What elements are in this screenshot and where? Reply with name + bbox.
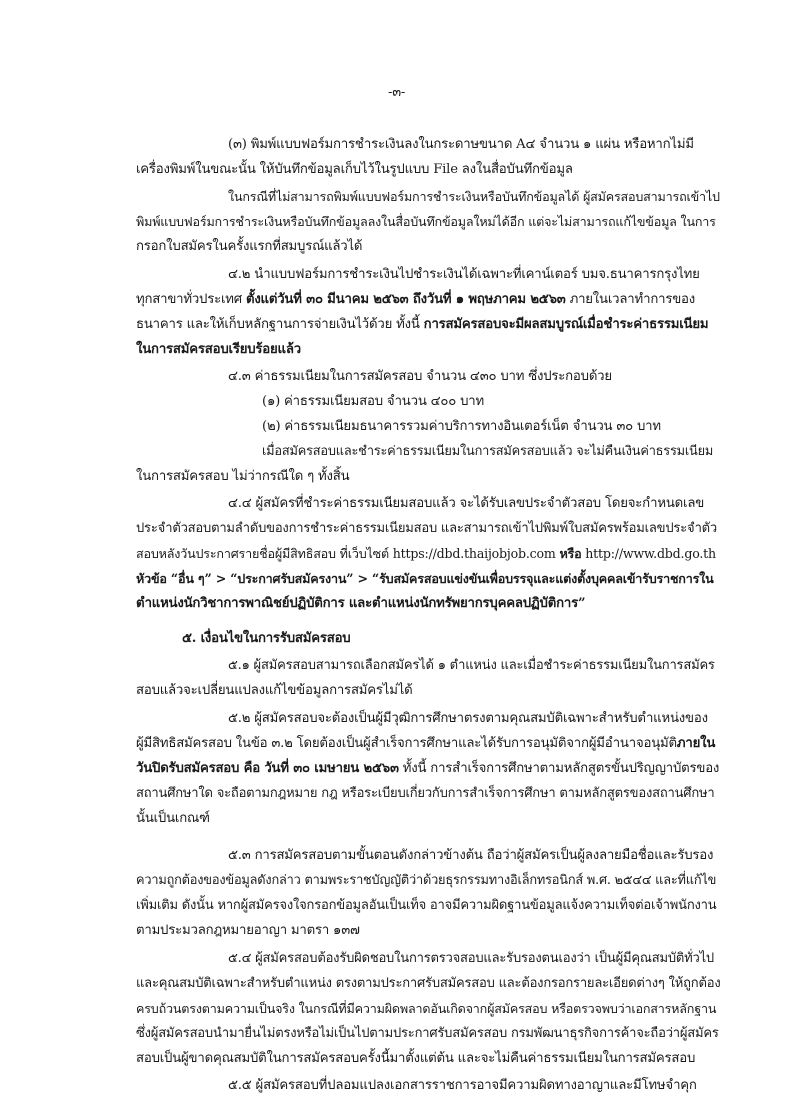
text-line: ความถูกต้องของข้อมูลดังกล่าว ตามพระราชบัญญัติว่าด้วยธุรกรรมทางอิเล็กทรอนิกส์ พ.ศ. ๒๕๔๔ และที่แก้ไข: [136, 873, 717, 888]
text-line: ๔.๔ ผู้สมัครที่ชำระค่าธรรมเนียมสอบแล้ว จะได้รับเลขประจำตัวสอบ โดยจะกำหนดเลข: [228, 496, 705, 511]
text-line: ในการสมัครสอบ ไม่ว่ากรณีใด ๆ ทั้งสิ้น: [136, 469, 350, 484]
text-line: สอบแล้วจะเปลี่ยนแปลงแก้ไขข้อมูลการสมัครไม่ได้: [136, 683, 413, 698]
section-heading: ๕. เงื่อนไขในการรับสมัครสอบ: [182, 631, 351, 646]
text-line: ธนาคาร และให้เก็บหลักฐานการจ่ายเงินไว้ด้วย ทั้งนี้ การสมัครสอบจะมีผลสมบูรณ์เมื่อชำระค่าธรรมเนียม: [136, 317, 709, 332]
text-line: ตำแหน่งนักวิชาการพาณิชย์ปฏิบัติการ และตำแหน่งนักทรัพยากรบุคคลปฏิบัติการ”: [136, 596, 586, 611]
text-line: ในการสมัครสอบเรียบร้อยแล้ว: [136, 342, 301, 357]
text-line: นั้นเป็นเกณฑ์: [136, 811, 210, 826]
text-line: สอบเป็นผู้ขาดคุณสมบัติในการสมัครสอบครั้งนี้มาตั้งแต่ต้น และจะไม่คืนค่าธรรมเนียมในการสมัครสอบ: [136, 1051, 696, 1066]
text-line: ซึ่งผู้สมัครสอบนำมายื่นไม่ตรงหรือไม่เป็นไปตามประกาศรับสมัครสอบ กรมพัฒนาธุรกิจการค้าจะถือว่าผู้สมัคร: [136, 1026, 719, 1041]
text-line: เพิ่มเติม ดังนั้น หากผู้สมัครจงใจกรอกข้อมูลอันเป็นเท็จ อาจมีความผิดฐานข้อมูลแจ้งความเท็จต่อเจ้าพนักงาน: [136, 898, 717, 913]
text-line: ผู้มีสิทธิสมัครสอบ ในข้อ ๓.๒ โดยต้องเป็นผู้สำเร็จการศึกษาและได้รับการอนุมัติจากผู้มีอำนาจอนุมัติภายใน: [136, 736, 716, 751]
text-line: ๔.๒ นำแบบฟอร์มการชำระเงินไปชำระเงินได้เฉพาะที่เคาน์เตอร์ บมจ.ธนาคารกรุงไทย: [228, 267, 700, 282]
text-line: (๑) ค่าธรรมเนียมสอบ จำนวน ๔๐๐ บาท: [262, 394, 484, 409]
text-line: เมื่อสมัครสอบและชำระค่าธรรมเนียมในการสมัครสอบแล้ว จะไม่คืนเงินค่าธรรมเนียม: [262, 444, 714, 459]
text-line: (๓) พิมพ์แบบฟอร์มการชำระเงินลงในกระดาษขนาด A๔ จำนวน ๑ แผ่น หรือหากไม่มี: [228, 137, 694, 152]
text-line: ๕.๓ การสมัครสอบตามขั้นตอนดังกล่าวข้างต้น ถือว่าผู้สมัครเป็นผู้ลงลายมือชื่อและรับรอง: [228, 848, 714, 863]
text-line: หัวข้อ “อื่น ๆ” > “ประกาศรับสมัครงาน” > “รับสมัครสอบแข่งขันเพื่อบรรจุและแต่งตั้งบุคคลเข้ารับราชการใน: [136, 571, 714, 586]
text-line: ๕.๒ ผู้สมัครสอบจะต้องเป็นผู้มีวุฒิการศึกษาตรงตามคุณสมบัติเฉพาะสำหรับตำแหน่งของ: [228, 711, 708, 726]
text-line: (๒) ค่าธรรมเนียมธนาคารรวมค่าบริการทางอินเตอร์เน็ต จำนวน ๓๐ บาท: [262, 419, 661, 434]
page-number: -๓-: [388, 85, 406, 100]
text-line: ๕.๕ ผู้สมัครสอบที่ปลอมแปลงเอกสารราชการอาจมีความผิดทางอาญาและมีโทษจำคุก: [228, 1078, 697, 1093]
text-line: ประจำตัวสอบตามลำดับของการชำระค่าธรรมเนียมสอบ และสามารถเข้าไปพิมพ์ใบสมัครพร้อมเลขประจำตัว: [136, 521, 718, 536]
text-line: สอบหลังวันประกาศรายชื่อผู้มีสิทธิสอบ ที่เว็บไซต์ https://dbd.thaijobjob.com หรือ http://www.dbd.go.th: [136, 546, 716, 561]
text-line: พิมพ์แบบฟอร์มการชำระเงินหรือบันทึกข้อมูลลงในสื่อบันทึกข้อมูลใหม่ได้อีก แต่จะไม่สามารถแก้ไขข้อมูล ในการ: [136, 214, 716, 229]
text-line: ทุกสาขาทั่วประเทศ ตั้งแต่วันที่ ๓๐ มีนาคม ๒๕๖๓ ถึงวันที่ ๑ พฤษภาคม ๒๕๖๓ ภายในเวลาทำการของ: [136, 292, 695, 307]
text-line: และคุณสมบัติเฉพาะสำหรับตำแหน่ง ตรงตามประกาศรับสมัครสอบ และต้องกรอกรายละเอียดต่างๆ ให้ถูกต้อง: [136, 976, 721, 991]
text-line: กรอกใบสมัครในครั้งแรกที่สมบูรณ์แล้วได้: [136, 239, 363, 254]
text-line: ตามประมวลกฎหมายอาญา มาตรา ๑๓๗: [136, 923, 360, 938]
text-line: ในกรณีที่ไม่สามารถพิมพ์แบบฟอร์มการชำระเงินหรือบันทึกข้อมูลได้ ผู้สมัครสอบสามารถเข้าไป: [228, 189, 720, 204]
text-line: ครบถ้วนตรงตามความเป็นจริง ในกรณีที่มีความผิดพลาดอันเกิดจากผู้สมัครสอบ หรือตรวจพบว่าเอกสารหลักฐาน: [136, 1001, 717, 1016]
text-line: ๕.๑ ผู้สมัครสอบสามารถเลือกสมัครได้ ๑ ตำแหน่ง และเมื่อชำระค่าธรรมเนียมในการสมัคร: [228, 658, 715, 673]
text-line: วันปิดรับสมัครสอบ คือ วันที่ ๓๐ เมษายน ๒๕๖๓ ทั้งนี้ การสำเร็จการศึกษาตามหลักสูตรขั้นปริญญาบัตรของ: [136, 761, 720, 776]
text-line: สถานศึกษาใด จะถือตามกฎหมาย กฎ หรือระเบียบเกี่ยวกับการสำเร็จการศึกษา ตามหลักสูตรของสถานศึกษา: [136, 786, 715, 801]
text-line: เครื่องพิมพ์ในขณะนั้น ให้บันทึกข้อมูลเก็บไว้ในรูปแบบ File ลงในสื่อบันทึกข้อมูล: [136, 162, 573, 177]
text-line: ๕.๔ ผู้สมัครสอบต้องรับผิดชอบในการตรวจสอบและรับรองตนเองว่า เป็นผู้มีคุณสมบัติทั่วไป: [228, 951, 714, 966]
text-line: ๔.๓ ค่าธรรมเนียมในการสมัครสอบ จำนวน ๔๓๐ บาท ซึ่งประกอบด้วย: [228, 369, 612, 384]
